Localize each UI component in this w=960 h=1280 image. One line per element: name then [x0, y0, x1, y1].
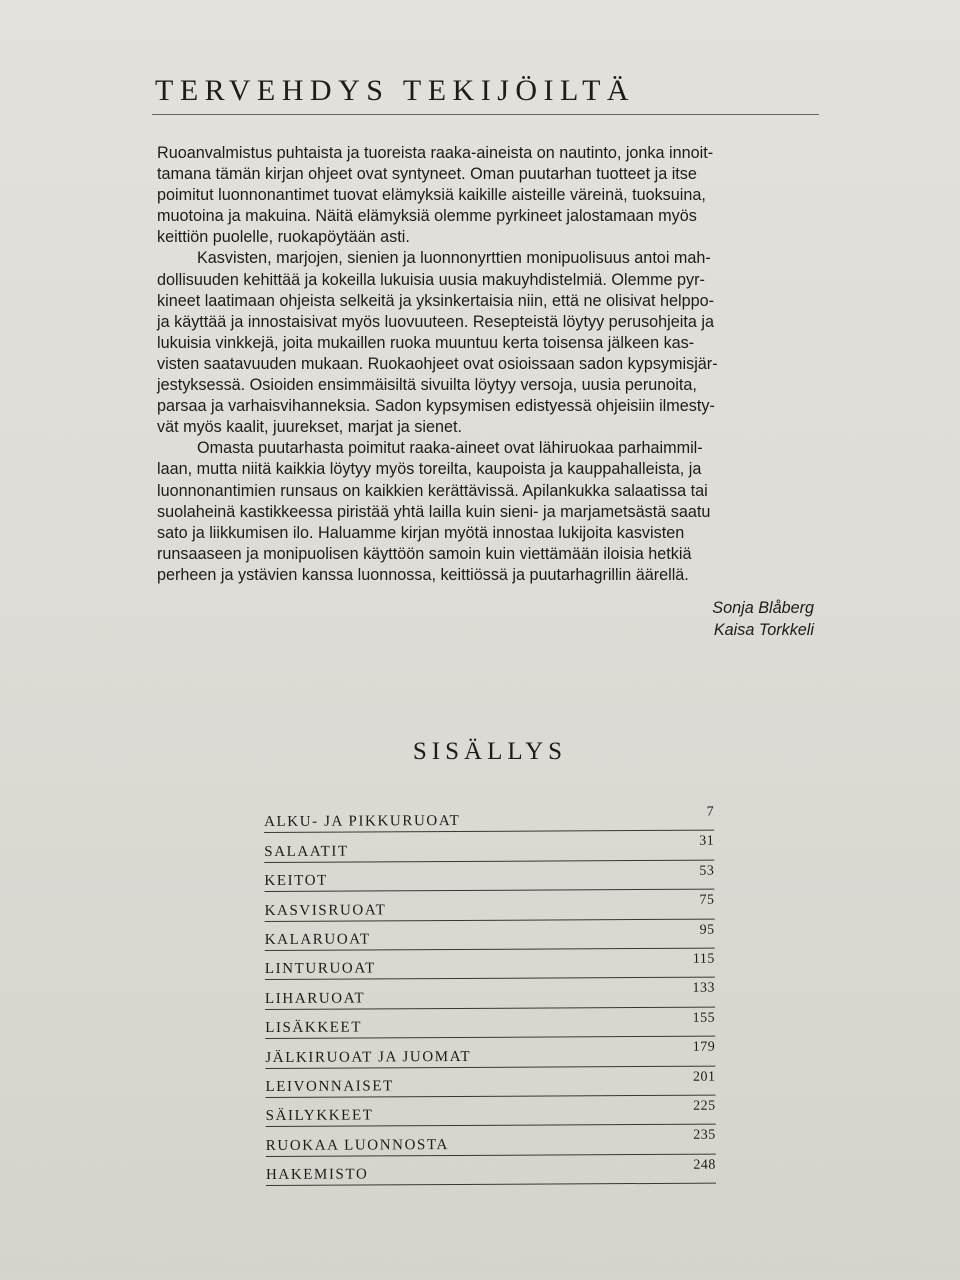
- contents-entry-label: KASVISRUOAT: [264, 901, 387, 919]
- contents-entry[interactable]: [265, 1066, 715, 1098]
- contents-entry[interactable]: [265, 1007, 715, 1039]
- text-line: luonnonantimien runsaus on kaikkien kerättävissä. Apilankukka salaatissa tai: [157, 481, 708, 500]
- text-line: Ruoanvalmistus puhtaista ja tuoreista raaka-aineista on nautinto, jonka innoit-: [157, 144, 714, 162]
- contents-entry-page: 53: [699, 863, 715, 879]
- greeting-paragraph-2: [157, 248, 837, 438]
- contents-entry-label: LISÄKKEET: [265, 1019, 363, 1037]
- contents-entry-page: 95: [699, 922, 715, 938]
- contents-entry[interactable]: [265, 919, 715, 951]
- contents-entry-label: KALARUOAT: [264, 931, 371, 948]
- author-name: Kaisa Torkkeli: [713, 620, 814, 639]
- contents-entry-page: 133: [692, 980, 716, 997]
- contents-entry-label: SÄILYKKEET: [265, 1107, 374, 1125]
- text-line: kineet laatimaan ohjeista selkeitä ja yksinkertaisia niin, että ne olisivat helppo-: [157, 291, 714, 310]
- contents-entry-page: 179: [692, 1039, 716, 1055]
- contents-entry-label: RUOKAA LUONNOSTA: [265, 1136, 449, 1154]
- text-line: suolaheinä kastikkeessa piristää yhtä lailla kuin sieni- ja marjametsästä saatu: [157, 502, 711, 521]
- text-line: sato ja liikkumisen ilo. Haluamme kirjan myötä innostaa lukijoita kasvisten: [157, 523, 685, 542]
- text-line: dollisuuden kehittää ja kokeilla lukuisia uusia makuyhdistelmiä. Olemme pyr-: [157, 270, 705, 289]
- contents-entry-page: 248: [693, 1157, 716, 1173]
- greeting-paragraph-1: [157, 143, 837, 248]
- contents-entry-label: KEITOT: [264, 872, 328, 890]
- contents-entry-page: 7: [706, 804, 715, 820]
- contents-entry[interactable]: [264, 860, 714, 892]
- contents-entry-page: 155: [692, 1010, 716, 1026]
- greeting-paragraph-3: [157, 438, 837, 586]
- text-line: Omasta puutarhasta poimitut raaka-aineet ovat lähiruokaa parhaimmil-: [197, 439, 703, 458]
- table-of-contents: [264, 802, 716, 1186]
- contents-entry[interactable]: [264, 831, 714, 863]
- contents-entry-label: ALKU- JA PIKKURUOAT: [264, 813, 461, 831]
- text-line: lukuisia vinkkejä, joita mukaillen ruoka muuntuu kerta toisensa jälkeen kas-: [157, 333, 695, 352]
- contents-entry-label: HAKEMISTO: [265, 1166, 369, 1184]
- contents-entry-label: SALAATIT: [264, 843, 349, 860]
- contents-entry-page: 115: [692, 951, 715, 967]
- contents-entry[interactable]: [266, 1096, 716, 1128]
- text-line: keittiön puolelle, ruokapöytään asti.: [157, 228, 410, 247]
- contents-entry[interactable]: [266, 1125, 716, 1157]
- author-signatures: [712, 598, 814, 641]
- text-line: parsaa ja varhaisvihanneksia. Sadon kypsymisen edistyessä ohjeisiin ilmesty-: [157, 397, 715, 416]
- text-line: poimitut luonnonantimet tuovat elämyksiä kaikille aisteille väreinä, tuoksuina,: [157, 186, 706, 205]
- contents-entry-page: 201: [692, 1069, 716, 1085]
- contents-entry-page: 31: [699, 834, 715, 850]
- text-line: tamana tämän kirjan ohjeet ovat syntyneet. Oman puutarhan tuotteet ja itse: [157, 165, 697, 184]
- contents-entry[interactable]: [264, 802, 714, 834]
- text-line: muotoina ja makuina. Näitä elämyksiä olemme pyrkineet jalostamaan myös: [157, 207, 697, 226]
- contents-entry[interactable]: [265, 978, 715, 1010]
- text-line: laan, mutta niitä kaikkia löytyy myös toreilta, kaupoista ja kauppahalleista, ja: [157, 460, 702, 479]
- contents-entry-page: 235: [693, 1127, 716, 1144]
- greeting-heading: TERVEHDYS TEKIJÖILTÄ: [155, 74, 636, 107]
- heading-divider: [152, 114, 819, 115]
- contents-entry-page: 225: [693, 1098, 716, 1114]
- text-line: visten saatavuuden mukaan. Ruokaohjeet ovat osioissaan sadon kypsymisjär-: [157, 354, 718, 373]
- contents-entry[interactable]: [264, 890, 714, 922]
- contents-entry-page: 75: [699, 892, 715, 908]
- contents-entry[interactable]: [265, 949, 715, 981]
- contents-entry[interactable]: [266, 1154, 716, 1186]
- contents-entry-label: LINTURUOAT: [264, 960, 376, 978]
- contents-entry[interactable]: [265, 1037, 715, 1069]
- greeting-text: [157, 143, 837, 586]
- text-line: runsaaseen ja monipuolisen käyttöön samoin kuin viettämään iloisia hetkiä: [157, 544, 692, 563]
- contents-entry-label: LIHARUOAT: [264, 990, 366, 1007]
- contents-entry-label: LEIVONNAISET: [265, 1078, 394, 1095]
- text-line: ja käyttää ja innostaisivat myös luovuuteen. Resepteistä löytyy perusohjeita ja: [157, 312, 714, 331]
- author-name: Sonja Blåberg: [712, 599, 814, 617]
- text-line: vät myös kaalit, juurekset, marjat ja sienet.: [157, 418, 462, 437]
- text-line: perheen ja ystävien kanssa luonnossa, keittiössä ja puutarhagrillin äärellä.: [157, 565, 689, 584]
- contents-heading: SISÄLLYS: [412, 738, 568, 765]
- text-line: jestyksessä. Osioiden ensimmäisiltä sivuilta löytyy versoja, uusia perunoita,: [157, 376, 697, 395]
- contents-entry-label: JÄLKIRUOAT JA JUOMAT: [265, 1048, 472, 1066]
- text-line: Kasvisten, marjojen, sienien ja luonnonyrttien monipuolisuus antoi mah-: [197, 249, 711, 268]
